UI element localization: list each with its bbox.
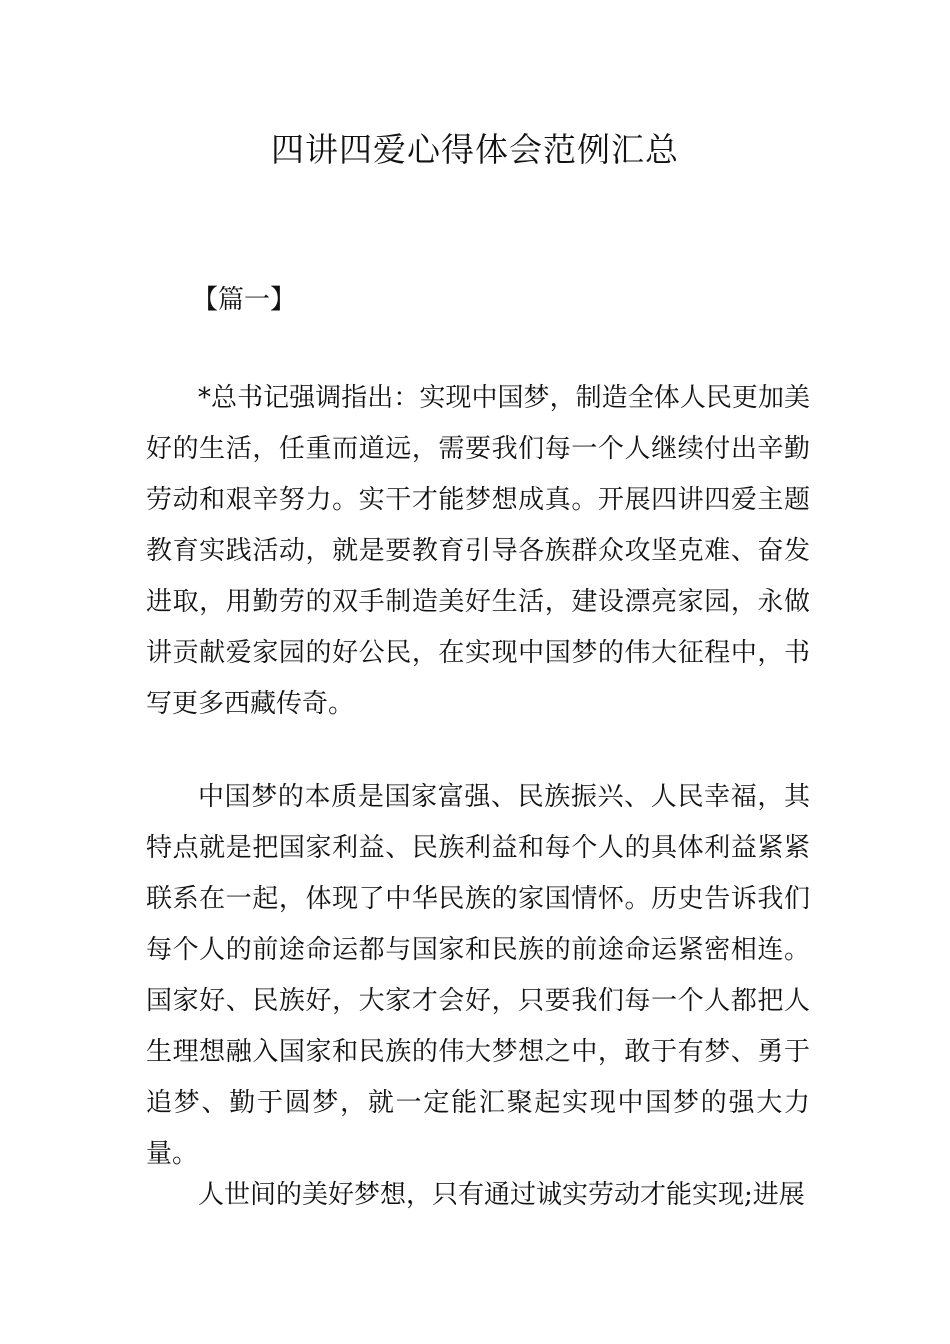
document-title: 四讲四爱心得体会范例汇总: [271, 130, 679, 169]
paragraph-1: *总书记强调指出：实现中国梦，制造全体人民更加美好的生活，任重而道远，需要我们每一个人继续付出辛勤劳动和艰辛努力。实干才能梦想成真。开展四讲四爱主题教育实践活动，就是要教育引导各族群众攻坚克难、奋发进取，用勤劳的双手制造美好生活，建设漂亮家园，永做讲贡献爱家园的好公民，在实现中国梦的伟大征程中，书写更多西藏传奇。: [146, 383, 810, 719]
paragraph-2: 中国梦的本质是国家富强、民族振兴、人民幸福，其特点就是把国家利益、民族利益和每个人的具体利益紧紧联系在一起，体现了中华民族的家国情怀。历史告诉我们每个人的前途命运都与国家和民族的前途命运紧密相连。国家好、民族好，大家才会好，只要我们每一个人都把人生理想融入国家和民族的伟大梦想之中，敢于有梦、勇于追梦、勤于圆梦，就一定能汇聚起实现中国梦的强大力量。: [146, 782, 810, 1169]
paragraph-3: 人世间的美好梦想，只有通过诚实劳动才能实现;进展: [198, 1180, 805, 1210]
section-label: 【篇一】: [192, 285, 297, 315]
